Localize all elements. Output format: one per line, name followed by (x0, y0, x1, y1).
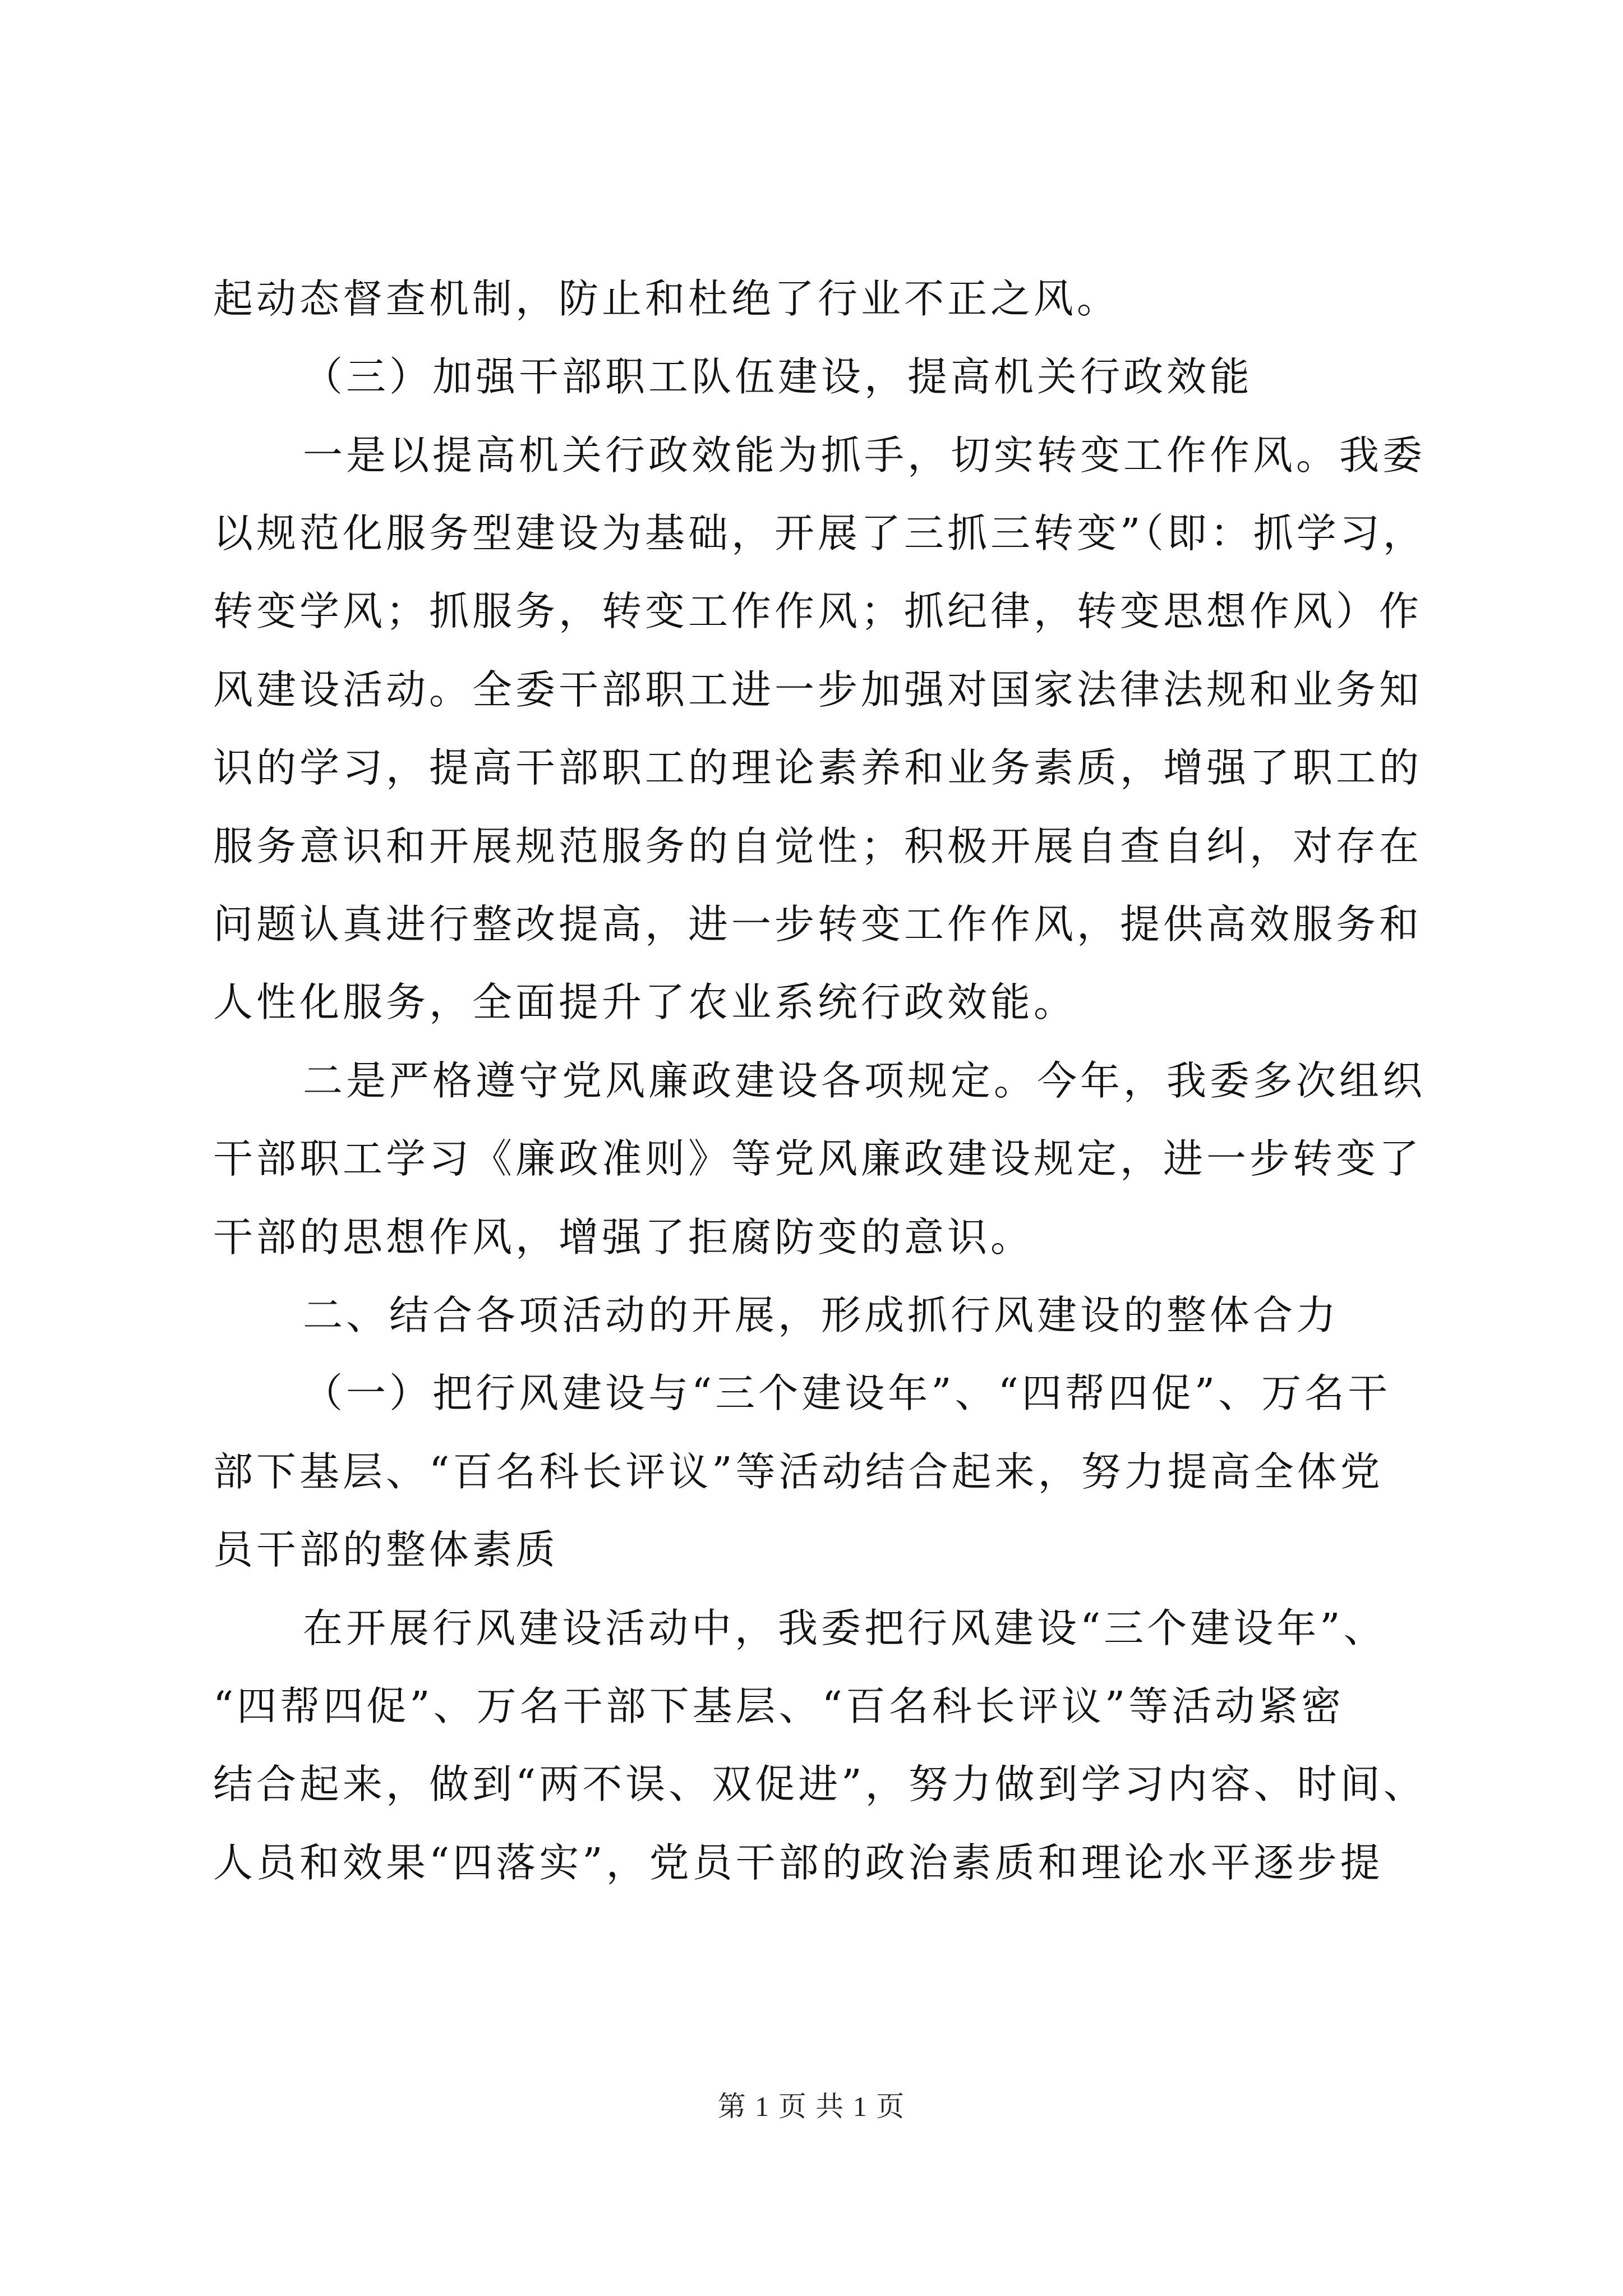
paragraph-line: 服务意识和开展规范服务的自觉性；积极开展自查自纠，对存在 (213, 823, 1423, 869)
section-heading: （三）加强干部职工队伍建设，提高机关行政效能 (303, 353, 1253, 400)
section-heading: 部下基层、“百名科长评议”等活动结合起来，努力提高全体党 (213, 1448, 1384, 1495)
paragraph-line: 结合起来，做到“两不误、双促进”，努力做到学习内容、时间、 (213, 1761, 1427, 1807)
paragraph-line: 干部的思想作风，增强了拒腐防变的意识。 (213, 1214, 1034, 1260)
paragraph-line: 干部职工学习《廉政准则》等党风廉政建设规定，进一步转变了 (213, 1135, 1423, 1182)
section-heading: 二、结合各项活动的开展，形成抓行风建设的整体合力 (303, 1292, 1340, 1338)
paragraph-line: 在开展行风建设活动中，我委把行风建设“三个建设年”、 (303, 1605, 1387, 1651)
paragraph-line: 识的学习，提高干部职工的理论素养和业务素质，增强了职工的 (213, 744, 1423, 791)
paragraph-line: 转变学风；抓服务，转变工作作风；抓纪律，转变思想作风）作 (213, 588, 1423, 634)
paragraph-line: 二是严格遵守党风廉政建设各项规定。今年，我委多次组织 (303, 1057, 1426, 1104)
page-footer: 第 1 页 共 1 页 (717, 2091, 906, 2122)
section-heading: （一）把行风建设与“三个建设年”、“四帮四促”、万名干 (303, 1370, 1391, 1416)
paragraph-line: 一是以提高机关行政效能为抓手，切实转变工作作风。我委 (303, 432, 1426, 478)
paragraph-line: “四帮四促”、万名干部下基层、“百名科长评议”等活动紧密 (213, 1683, 1345, 1729)
paragraph-line: 人员和效果“四落实”，党员干部的政治素质和理论水平逐步提 (213, 1839, 1384, 1886)
section-heading: 员干部的整体素质 (213, 1526, 559, 1573)
paragraph-line: 人性化服务，全面提升了农业系统行政效能。 (213, 979, 1077, 1025)
paragraph-line: 以规范化服务型建设为基础，开展了三抓三转变”（即：抓学习， (213, 510, 1426, 556)
paragraph-line: 风建设活动。全委干部职工进一步加强对国家法律法规和业务知 (213, 666, 1423, 713)
paragraph-line: 起动态督查机制，防止和杜绝了行业不正之风。 (213, 275, 1121, 322)
paragraph-line: 问题认真进行整改提高，进一步转变工作作风，提供高效服务和 (213, 901, 1423, 947)
